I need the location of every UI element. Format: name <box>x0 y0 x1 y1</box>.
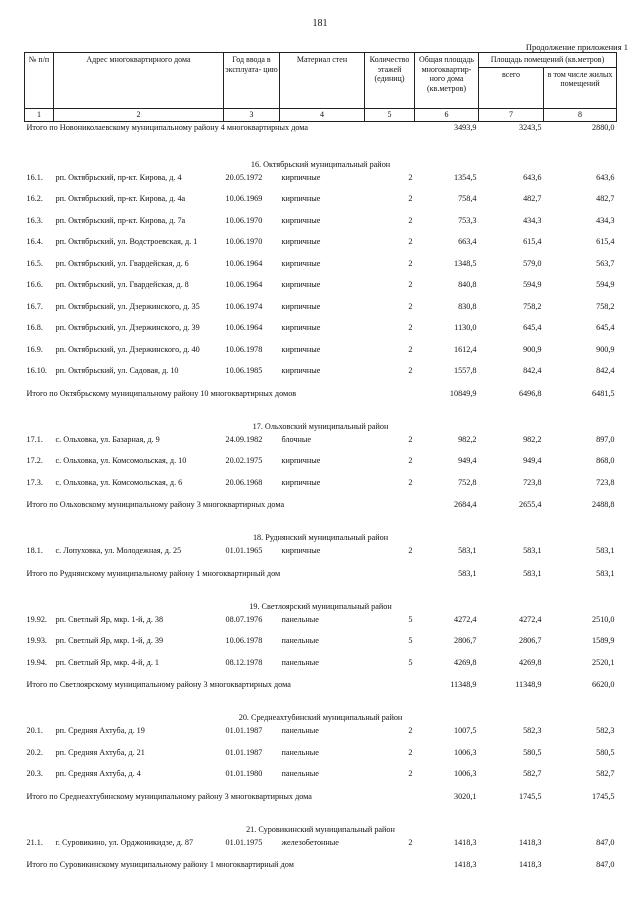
col-number: 6 <box>415 108 479 121</box>
row-address: с. Ольховка, ул. Комсомольская, д. 6 <box>55 477 183 487</box>
total-row <box>25 791 617 819</box>
row-address: рп. Светлый Яр, мкр. 1-й, д. 39 <box>55 636 164 646</box>
header-address: Адрес многоквартирного дома <box>54 53 224 109</box>
district-title: 16. Октябрьский муниципальный район <box>250 159 391 169</box>
row-premises-living: 582,7 <box>596 769 615 779</box>
row-year: 24.09.1982 <box>225 434 263 444</box>
row-address: рп. Октябрьский, ул. Дзержинского, д. 40 <box>55 344 200 354</box>
row-number: 18.1. <box>26 546 43 556</box>
table-row <box>25 259 617 281</box>
total-premises-all: 1745,5 <box>518 791 542 801</box>
row-premises-living: 868,0 <box>596 456 615 466</box>
row-premises-all: 723,8 <box>523 477 542 487</box>
district-header-row <box>25 154 617 173</box>
total-area: 10849,9 <box>449 388 477 398</box>
row-number: 16.9. <box>26 344 43 354</box>
row-floors: 2 <box>408 258 413 268</box>
row-floors: 2 <box>408 747 413 757</box>
row-address: рп. Средняя Ахтуба, д. 4 <box>55 769 141 779</box>
row-premises-all: 900,9 <box>523 344 542 354</box>
row-address: рп. Октябрьский, пр-кт. Кирова, д. 4а <box>55 194 186 204</box>
row-premises-all: 949,4 <box>523 456 542 466</box>
row-floors: 2 <box>408 456 413 466</box>
row-year: 01.01.1965 <box>225 546 263 556</box>
table-row <box>25 658 617 680</box>
table-row <box>25 366 617 388</box>
continuation-note: Продолжение приложения 1 <box>525 42 628 52</box>
district-title: 20. Среднеахтубинский муниципальный район <box>238 713 403 723</box>
row-floors: 5 <box>408 636 413 646</box>
row-address: г. Суровикино, ул. Орджоникидзе, д. 87 <box>55 837 194 847</box>
col-number: 2 <box>54 108 224 121</box>
col-number: 5 <box>365 108 415 121</box>
row-wall-material: кирпичные <box>281 546 321 556</box>
row-premises-all: 580,5 <box>523 747 542 757</box>
table-row <box>25 636 617 658</box>
row-premises-all: 842,4 <box>523 366 542 376</box>
total-premises-living: 6481,5 <box>592 388 615 398</box>
table-row <box>25 456 617 478</box>
row-number: 16.3. <box>26 215 43 225</box>
row-premises-all: 758,2 <box>523 301 542 311</box>
row-number: 16.8. <box>26 323 43 333</box>
total-label: Итого по Светлоярскому муниципальному району 3 многоквартирных дома <box>26 680 291 690</box>
total-premises-living: 2880,0 <box>592 122 615 132</box>
row-address: рп. Октябрьский, ул. Садовая, д. 10 <box>55 366 179 376</box>
row-address: рп. Октябрьский, пр-кт. Кирова, д. 7а <box>55 215 186 225</box>
row-floors: 2 <box>408 215 413 225</box>
row-floors: 2 <box>408 769 413 779</box>
row-year: 10.06.1985 <box>225 366 263 376</box>
row-number: 20.3. <box>26 769 43 779</box>
row-year: 20.06.1968 <box>225 477 263 487</box>
table-row <box>25 546 617 568</box>
row-premises-living: 758,2 <box>596 301 615 311</box>
row-total-area: 752,8 <box>458 477 477 487</box>
table-header <box>25 53 617 122</box>
row-floors: 2 <box>408 323 413 333</box>
housing-table <box>24 52 617 887</box>
row-wall-material: кирпичные <box>281 194 321 204</box>
row-floors: 5 <box>408 657 413 667</box>
total-row <box>25 499 617 527</box>
row-floors: 5 <box>408 614 413 624</box>
row-wall-material: панельные <box>281 726 319 736</box>
row-address: с. Ольховка, ул. Базарная, д. 9 <box>55 434 160 444</box>
row-wall-material: панельные <box>281 747 319 757</box>
row-total-area: 4269,8 <box>453 657 477 667</box>
row-address: с. Ольховка, ул. Комсомольская, д. 10 <box>55 456 187 466</box>
total-premises-living: 6620,0 <box>592 680 615 690</box>
total-area: 3020,1 <box>453 791 477 801</box>
total-row <box>25 568 617 596</box>
row-year: 10.06.1964 <box>225 323 263 333</box>
row-number: 16.5. <box>26 258 43 268</box>
row-wall-material: кирпичные <box>281 258 321 268</box>
total-area: 11348,9 <box>450 680 477 690</box>
district-header-row <box>25 707 617 726</box>
total-label: Итого по Руднянскому муниципальному району 1 многоквартирный дом <box>26 568 281 578</box>
row-year: 10.06.1970 <box>225 237 263 247</box>
table-row <box>25 216 617 238</box>
row-floors: 2 <box>408 344 413 354</box>
district-title: 21. Суровикинский муниципальный район <box>246 824 395 834</box>
row-total-area: 1557,8 <box>453 366 477 376</box>
row-floors: 2 <box>408 172 413 182</box>
row-number: 21.1. <box>26 837 43 847</box>
district-header-row <box>25 527 617 546</box>
row-number: 16.10. <box>26 366 47 376</box>
row-number: 20.2. <box>26 747 43 757</box>
total-area: 2684,4 <box>453 500 477 510</box>
row-total-area: 949,4 <box>458 456 477 466</box>
row-year: 10.06.1964 <box>225 258 263 268</box>
total-label: Итого по Суровикинскому муниципальному району 1 многоквартирный дом <box>26 860 294 870</box>
district-title: 17. Ольховский муниципальный район <box>252 421 389 431</box>
row-floors: 2 <box>408 194 413 204</box>
row-address: рп. Октябрьский, ул. Дзержинского, д. 39 <box>55 323 200 333</box>
row-wall-material: панельные <box>281 769 319 779</box>
row-premises-all: 434,3 <box>523 215 542 225</box>
header-premises-area: Площадь помещений (кв.метров) <box>479 53 617 68</box>
row-premises-all: 1418,3 <box>518 837 542 847</box>
row-total-area: 1130,0 <box>454 323 477 333</box>
row-number: 17.3. <box>26 477 43 487</box>
row-year: 10.06.1970 <box>225 215 263 225</box>
row-total-area: 4272,4 <box>453 614 477 624</box>
row-premises-living: 583,1 <box>596 546 615 556</box>
row-number: 17.2. <box>26 456 43 466</box>
district-header-row <box>25 819 617 838</box>
table-row <box>25 838 617 860</box>
row-wall-material: кирпичные <box>281 237 321 247</box>
row-total-area: 1006,3 <box>453 769 477 779</box>
table-row <box>25 748 617 770</box>
row-total-area: 1007,5 <box>453 726 477 736</box>
row-premises-all: 482,7 <box>523 194 542 204</box>
total-premises-all: 6496,8 <box>518 388 542 398</box>
header-num: № п/п <box>25 53 54 109</box>
total-row <box>25 859 617 887</box>
header-wall: Материал стен <box>280 53 365 109</box>
row-wall-material: кирпичные <box>281 344 321 354</box>
row-year: 01.01.1980 <box>225 769 263 779</box>
row-address: рп. Средняя Ахтуба, д. 19 <box>55 726 145 736</box>
row-premises-living: 482,7 <box>596 194 615 204</box>
total-premises-all: 2655,4 <box>518 500 542 510</box>
total-premises-all: 3243,5 <box>518 122 542 132</box>
total-row <box>25 388 617 416</box>
row-total-area: 1418,3 <box>453 837 477 847</box>
row-wall-material: кирпичные <box>281 477 321 487</box>
row-premises-all: 594,9 <box>523 280 542 290</box>
row-premises-living: 1589,9 <box>592 636 615 646</box>
row-total-area: 758,4 <box>458 194 477 204</box>
row-year: 01.01.1987 <box>225 726 263 736</box>
total-premises-all: 11348,9 <box>515 680 542 690</box>
row-address: рп. Октябрьский, ул. Гвардейская, д. 8 <box>55 280 189 290</box>
col-number: 8 <box>544 108 617 121</box>
district-header-row <box>25 416 617 435</box>
row-wall-material: кирпичные <box>281 280 321 290</box>
total-premises-living: 583,1 <box>596 568 615 578</box>
total-premises-all: 1418,3 <box>518 860 542 870</box>
header-premises-living: в том числе жилых помещений <box>544 67 617 108</box>
row-premises-living: 2520,1 <box>592 657 615 667</box>
row-wall-material: железобетонные <box>281 837 339 847</box>
table-row <box>25 478 617 500</box>
total-premises-living: 847,0 <box>596 860 615 870</box>
row-total-area: 1006,3 <box>453 747 477 757</box>
row-floors: 2 <box>408 477 413 487</box>
table-row <box>25 323 617 345</box>
row-wall-material: панельные <box>281 614 319 624</box>
row-floors: 2 <box>408 237 413 247</box>
row-address: рп. Октябрьский, ул. Гвардейская, д. 6 <box>55 258 189 268</box>
row-premises-living: 643,6 <box>596 172 615 182</box>
row-premises-living: 897,0 <box>596 434 615 444</box>
row-premises-living: 594,9 <box>596 280 615 290</box>
row-address: рп. Светлый Яр, мкр. 4-й, д. 1 <box>55 657 160 667</box>
col-number: 7 <box>479 108 544 121</box>
row-total-area: 982,2 <box>458 434 477 444</box>
housing-table-container <box>24 52 616 887</box>
row-address: рп. Светлый Яр, мкр. 1-й, д. 38 <box>55 614 164 624</box>
row-wall-material: кирпичные <box>281 301 321 311</box>
table-row <box>25 726 617 748</box>
row-premises-living: 645,4 <box>596 323 615 333</box>
row-premises-all: 4272,4 <box>518 614 542 624</box>
row-wall-material: блочные <box>281 434 312 444</box>
row-floors: 2 <box>408 546 413 556</box>
row-number: 19.93. <box>26 636 47 646</box>
row-total-area: 583,1 <box>458 546 477 556</box>
total-label: Итого по Новониколаевскому муниципальному району 4 многоквартирных дома <box>26 122 309 132</box>
row-number: 16.1. <box>26 172 43 182</box>
row-address: рп. Средняя Ахтуба, д. 21 <box>55 747 145 757</box>
row-year: 10.06.1978 <box>225 344 263 354</box>
row-floors: 2 <box>408 366 413 376</box>
row-total-area: 1348,5 <box>453 258 477 268</box>
total-area: 1418,3 <box>453 860 477 870</box>
row-year: 20.05.1972 <box>225 172 263 182</box>
row-floors: 2 <box>408 837 413 847</box>
row-wall-material: панельные <box>281 657 319 667</box>
row-number: 16.4. <box>26 237 43 247</box>
row-address: рп. Октябрьский, ул. Дзержинского, д. 35 <box>55 301 200 311</box>
row-premises-living: 434,3 <box>596 215 615 225</box>
row-premises-all: 615,4 <box>523 237 542 247</box>
header-total-area: Общая площадь многоквартир- ного дома (кв.метров) <box>415 53 479 109</box>
row-premises-all: 645,4 <box>523 323 542 333</box>
table-row <box>25 615 617 637</box>
row-number: 16.6. <box>26 280 43 290</box>
row-total-area: 2806,7 <box>453 636 477 646</box>
row-number: 16.7. <box>26 301 43 311</box>
district-title: 18. Руднянский муниципальный район <box>252 533 389 543</box>
row-premises-living: 563,7 <box>596 258 615 268</box>
row-premises-all: 582,7 <box>523 769 542 779</box>
row-year: 01.01.1987 <box>225 747 263 757</box>
col-number: 4 <box>280 108 365 121</box>
row-number: 19.92. <box>26 614 47 624</box>
total-row <box>25 121 617 154</box>
header-floors: Количество этажей (единиц) <box>365 53 415 109</box>
row-total-area: 663,4 <box>458 237 477 247</box>
page-number: 181 <box>312 18 328 29</box>
row-total-area: 1354,5 <box>453 172 477 182</box>
row-premises-living: 842,4 <box>596 366 615 376</box>
row-number: 20.1. <box>26 726 43 736</box>
total-label: Итого по Среднеахтубинскому муниципальному району 3 многоквартирных дома <box>26 791 312 801</box>
row-year: 10.06.1978 <box>225 636 263 646</box>
total-area: 583,1 <box>458 568 477 578</box>
row-wall-material: панельные <box>281 636 319 646</box>
row-address: с. Лопуховка, ул. Молодежная, д. 25 <box>55 546 182 556</box>
row-premises-living: 615,4 <box>596 237 615 247</box>
row-wall-material: кирпичные <box>281 172 321 182</box>
total-premises-living: 1745,5 <box>592 791 615 801</box>
district-header-row <box>25 596 617 615</box>
table-row <box>25 435 617 457</box>
row-wall-material: кирпичные <box>281 215 321 225</box>
row-premises-living: 900,9 <box>596 344 615 354</box>
row-premises-all: 982,2 <box>523 434 542 444</box>
table-row <box>25 280 617 302</box>
row-number: 19.94. <box>26 657 47 667</box>
row-premises-all: 643,6 <box>523 172 542 182</box>
row-total-area: 840,8 <box>458 280 477 290</box>
row-wall-material: кирпичные <box>281 366 321 376</box>
row-premises-all: 2806,7 <box>518 636 542 646</box>
row-total-area: 830,8 <box>458 301 477 311</box>
row-floors: 2 <box>408 726 413 736</box>
col-number: 3 <box>224 108 280 121</box>
header-premises-all: всего <box>479 67 544 108</box>
row-year: 20.02.1975 <box>225 456 263 466</box>
total-row <box>25 679 617 707</box>
total-area: 3493,9 <box>453 122 477 132</box>
table-row <box>25 302 617 324</box>
row-total-area: 1612,4 <box>453 344 477 354</box>
row-wall-material: кирпичные <box>281 323 321 333</box>
row-year: 01.01.1975 <box>225 837 263 847</box>
row-number: 17.1. <box>26 434 43 444</box>
row-address: рп. Октябрьский, ул. Водстроевская, д. 1 <box>55 237 198 247</box>
total-label: Итого по Октябрьскому муниципальному району 10 многоквартирных домов <box>26 388 297 398</box>
row-year: 10.06.1974 <box>225 301 263 311</box>
table-row <box>25 237 617 259</box>
district-title: 19. Светлоярский муниципальный район <box>249 601 392 611</box>
row-premises-living: 847,0 <box>596 837 615 847</box>
table-row <box>25 194 617 216</box>
row-floors: 2 <box>408 301 413 311</box>
row-premises-all: 582,3 <box>523 726 542 736</box>
table-row <box>25 173 617 195</box>
row-year: 10.06.1964 <box>225 280 263 290</box>
row-premises-living: 723,8 <box>596 477 615 487</box>
total-premises-living: 2488,8 <box>592 500 615 510</box>
row-floors: 2 <box>408 280 413 290</box>
row-premises-living: 580,5 <box>596 747 615 757</box>
row-floors: 2 <box>408 434 413 444</box>
row-year: 10.06.1969 <box>225 194 263 204</box>
table-row <box>25 345 617 367</box>
total-premises-all: 583,1 <box>523 568 542 578</box>
total-label: Итого по Ольховскому муниципальному району 3 многоквартирных дома <box>26 500 285 510</box>
col-number: 1 <box>25 108 54 121</box>
row-premises-all: 579,0 <box>523 258 542 268</box>
row-total-area: 753,3 <box>458 215 477 225</box>
row-number: 16.2. <box>26 194 43 204</box>
table-row <box>25 769 617 791</box>
header-year: Год ввода в эксплуата- цию <box>224 53 280 109</box>
row-year: 08.12.1978 <box>225 657 263 667</box>
row-premises-living: 582,3 <box>596 726 615 736</box>
row-premises-all: 4269,8 <box>518 657 542 667</box>
table-body <box>25 121 617 887</box>
row-address: рп. Октябрьский, пр-кт. Кирова, д. 4 <box>55 172 182 182</box>
row-premises-living: 2510,0 <box>592 614 615 624</box>
row-wall-material: кирпичные <box>281 456 321 466</box>
row-year: 08.07.1976 <box>225 614 263 624</box>
row-premises-all: 583,1 <box>523 546 542 556</box>
